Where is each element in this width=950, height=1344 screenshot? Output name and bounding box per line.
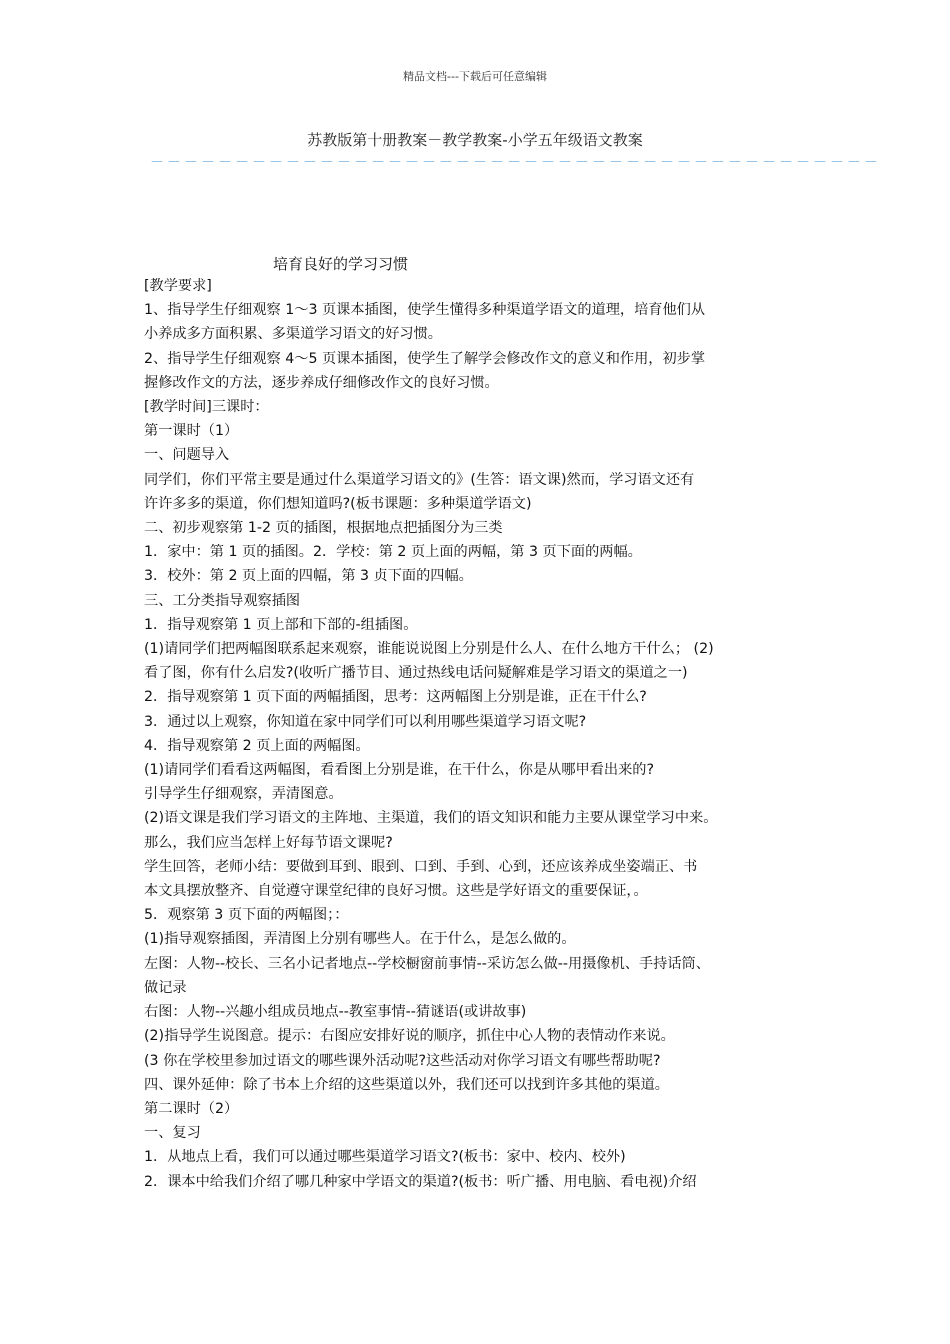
body-line: 1．指导观察第 1 页上部和下部的-组插图。 [144,616,418,633]
body-line: 四、课外延伸：除了书本上介绍的这些渠道以外，我们还可以找到许多其他的渠道。 [144,1076,669,1093]
body-line: 一、复习 [144,1125,201,1142]
body-line: 2．课本中给我们介绍了哪几种家中学语文的渠道?(板书：听广播、用电脑、看电视)介绍 [144,1173,697,1190]
lesson-title: 培育良好的学习习惯 [273,255,409,273]
body-line: 2．指导观察第 1 页下面的两幅插图，思考：这两幅图上分别是谁，正在干什么? [144,689,647,706]
body-line: 1、指导学生仔细观察 1～3 页课本插图，使学生懂得多种渠道学语文的道理，培育他们从 [144,302,706,319]
body-line: 小养成多方面积累、多渠道学习语文的好习惯。 [144,326,442,343]
document-body [144,274,816,1194]
body-line: 三、工分类指导观察插图 [144,592,301,609]
body-line: 许许多多的渠道，你们想知道吗?(板书课题：多种渠道学语文) [144,495,532,512]
body-line: 5．观察第 3 页下面的两幅图；： [144,907,349,924]
body-line: 第一课时（1） [144,423,239,440]
body-line: 1．从地点上看，我们可以通过哪些渠道学习语文?(板书：家中、校内、校外) [144,1149,626,1166]
body-line: 那么，我们应当怎样上好每节语文课呢? [144,834,393,851]
body-line: 一、问题导入 [144,447,230,464]
body-line: (3 你在学校里参加过语文的哪些课外活动呢?这些活动对你学习语文有哪些帮助呢? [144,1052,661,1069]
body-line: (1)请同学们看看这两幅图，看看图上分别是谁，在干什么，你是从哪甲看出来的? [144,762,655,779]
body-line: (2)指导学生说图意。提示：右图应安排好说的顺序，抓住中心人物的表情动作来说。 [144,1028,675,1045]
header-note: 精品文档---下载后可任意编辑 [403,70,547,83]
body-line: [教学要求] [144,278,212,294]
body-line: 4．指导观察第 2 页上面的两幅图。 [144,737,370,754]
body-line: 握修改作文的方法，逐步养成仔细修改作文的良好习惯。 [144,374,499,391]
title-divider: －－－－－－－－－－－－－－－－－－－－－－－－－－－－－－－－－－－－－－－－－－－ [150,155,881,171]
body-line: 学生回答，老师小结：要做到耳到、眼到、口到、手到、心到，还应该养成坐姿端正、书 [144,858,698,875]
body-line: [教学时间]三课时： [144,399,269,416]
body-line: 做记录 [144,979,187,996]
body-line: 3．校外：第 2 页上面的四幅，第 3 贞下面的四幅。 [144,568,473,585]
body-line: 3．通过以上观察，你知道在家中同学们可以利用哪些渠道学习语文呢? [144,713,587,730]
body-line: 本文具摆放整齐、自觉遵守课堂纪律的良好习惯。这些是学好语文的重要保证，。 [144,883,648,900]
body-line: 看了图，你有什么启发?(收听广播节目、通过热线电话问疑解难是学习语文的渠道之一) [144,665,688,682]
document-title: 苏教版第十册教案－教学教案-小学五年级语文教案 [307,131,643,149]
body-line: 第二课时（2） [144,1100,239,1117]
body-line: (1)指导观察插图，弄清图上分别有哪些人。在于什么，是怎么做的。 [144,931,576,948]
body-line: (2)语文课是我们学习语文的主阵地、主渠道，我们的语文知识和能力主要从课堂学习中来。 [144,810,718,827]
body-line: 左图：人物--校长、三名小记者地点--学校橱窗前事情--采访怎么做--用摄像机、手持话筒、 [144,955,710,972]
body-line: 二、初步观察第 1-2 页的插图，根据地点把插图分为三类 [144,520,503,537]
body-line: 2、指导学生仔细观察 4～5 页课本插图，使学生了解学会修改作文的意义和作用，初步掌 [144,350,706,367]
body-line: (1)请同学们把两幅图联系起来观察，谁能说说图上分别是什么人、在什么地方干什么； (2) [144,641,714,658]
body-line: 右图：人物--兴趣小组成员地点--教室事情--猜谜语(或讲故事) [144,1004,527,1021]
body-line: 引导学生仔细观察，弄清图意。 [144,786,343,803]
body-line: 同学们，你们平常主要是通过什么渠道学习语文的》(生答：语文课)然而，学习语文还有 [144,471,695,488]
body-line: 1．家中：第 1 页的插图。2．学校：第 2 页上面的两幅，第 3 页下面的两幅。 [144,544,642,561]
